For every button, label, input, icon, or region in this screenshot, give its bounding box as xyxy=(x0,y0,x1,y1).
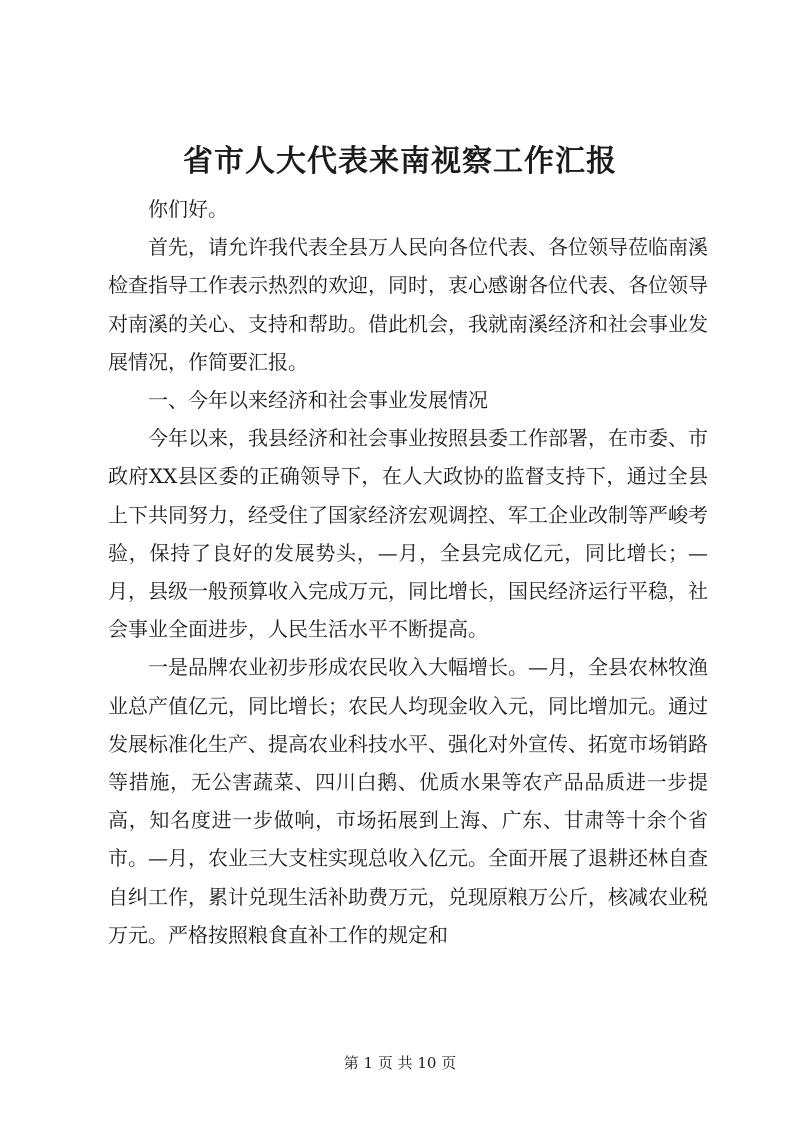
section-heading-1: 一、今年以来经济和社会事业发展情况 xyxy=(148,388,488,413)
paragraph-greeting: 你们好。 xyxy=(148,197,228,221)
paragraph-welcome: 首先，请允许我代表全县万人民向各位代表、各位领导莅临南溪检查指导工作表示热烈的欢迎，同时，衷心感谢各位代表、各位领导对南溪的关心、支持和帮助。借此机会，我就南溪经济和社会事业发展情况，作简要汇报。 xyxy=(108,235,708,374)
paragraph-overview: 今年以来，我县经济和社会事业按照县委工作部署，在市委、市政府XX县区委的正确领导下，在人大政协的监督支持下，通过全县上下共同努力，经受住了国家经济宏观调控、军工企业改制等严峻考验，保持了良好的发展势头，—月，全县完成亿元，同比增长；—月，县级一般预算收入完成万元，同比增长，国民经济运行平稳，社会事业全面进步，人民生活水平不断提高。 xyxy=(108,426,708,642)
document-title: 省市人大代表来南视察工作汇报 xyxy=(183,144,617,179)
page-footer: 第 1 页 共 10 页 xyxy=(343,1054,457,1072)
document-body xyxy=(108,190,708,954)
paragraph-agriculture: 一是品牌农业初步形成农民收入大幅增长。—月，全县农林牧渔业总产值亿元，同比增长；农民人均现金收入元，同比增加元。通过发展标准化生产、提高农业科技水平、强化对外宣传、拓宽市场销路等措施，无公害蔬菜、四川白鹅、优质水果等农产品品质进一步提高，知名度进一步做响，市场拓展到上海、广东、甘肃等十余个省市。—月，农业三大支柱实现总收入亿元。全面开展了退耕还林自查自纠工作，累计兑现生活补助费万元，兑现原粮万公斤，核减农业税万元。严格按照粮食直补工作的规定和 xyxy=(108,655,708,947)
